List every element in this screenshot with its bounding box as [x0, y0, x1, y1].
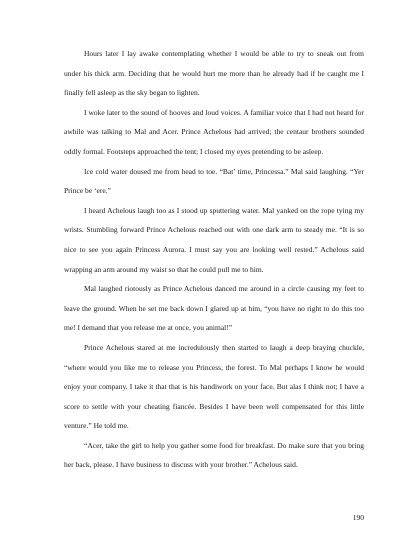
paragraph: Prince Achelous stared at me incredulously then started to laugh a deep braying chuckle, “where would you like me to release you Princess, the forest. To Mal perhaps I know he would enjoy your company. I take it that that is his handiwork on your face. But alas I think not; I have a score to settle with your cheating fiancée. Besides I have been well compensated for this little venture.” He told me. — [64, 342, 364, 431]
paragraph: “Acer, take the girl to help you gather some food for breakfast. Do make sure that you bring her back, please. I have business to discuss with your brother.” Achelous said. — [64, 440, 364, 470]
paragraph: Hours later I lay awake contemplating whether I would be able to try to sneak out from under his thick arm. Deciding that he would hurt me more than he already had if he caught me I finally fell asleep as the sky began to lighten. — [64, 49, 364, 98]
paragraph: I heard Achelous laugh too as I stood up sputtering water. Mal yanked on the rope tying my wrists. Stumbling forward Prince Achelous reached out with one dark arm to steady me. “It is so nice to see you again Princess Aurora. I must say you are looking well rested.” Achelous said wrapping an arm around my waist so that he could pull me to him. — [64, 205, 364, 274]
body-text — [64, 44, 364, 475]
paragraph: Ice cold water doused me from head to toe. “Bat’ time, Princessa.” Mal said laughing. “Yer Prince be ‘ere.” — [64, 166, 364, 196]
page-number: 190 — [352, 513, 364, 522]
paragraph: I woke later to the sound of hooves and loud voices. A familiar voice that I had not heard for awhile was talking to Mal and Acer. Prince Achelous had arrived; the centaur brothers sounded oddly formal. Footsteps approached the tent; I closed my eyes pretending to be asleep. — [64, 107, 364, 156]
paragraph: Mal laughed riotously as Prince Achelous danced me around in a circle causing my feet to leave the ground. When he set me back down I glared up at him, “you have no right to do this too me! I demand that you release me at once, you animal!” — [64, 284, 364, 333]
